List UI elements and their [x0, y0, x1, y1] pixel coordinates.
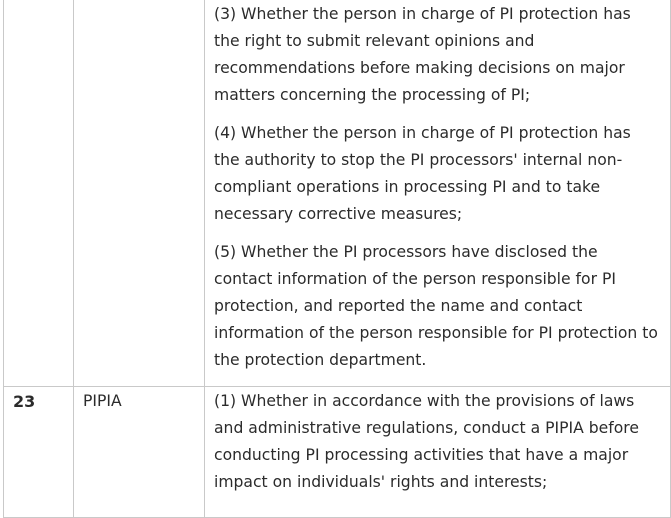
requirement-paragraph: (4) Whether the person in charge of PI protection has the authority to stop the PI processors' internal non-compliant operations in processing PI and to take necessary corrective measures;	[214, 124, 631, 223]
requirement-paragraph: (1) Whether in accordance with the provisions of laws and administrative regulations, conduct a PIPIA before conducting PI processing activities that have a major impact on individuals' rights and interests;	[214, 392, 639, 491]
item-topic-cell	[74, 0, 205, 387]
item-requirements-cell	[205, 0, 671, 387]
item-topic-cell	[74, 387, 205, 518]
requirements-table	[3, 0, 671, 518]
table-row	[4, 387, 671, 518]
item-number-cell	[4, 387, 74, 518]
item-requirements-cell	[205, 387, 671, 518]
requirements-text	[205, 0, 670, 374]
table-row	[4, 0, 671, 387]
item-number: 23	[13, 392, 36, 411]
item-topic: PIPIA	[83, 392, 122, 410]
requirements-text	[205, 387, 670, 496]
requirement-paragraph: (5) Whether the PI processors have disclosed the contact information of the person responsible for PI protection, and reported the name and contact information of the person responsible for PI protection to the protection department.	[214, 243, 658, 369]
item-number-cell	[4, 0, 74, 387]
requirement-paragraph: (3) Whether the person in charge of PI protection has the right to submit relevant opinions and recommendations before making decisions on major matters concerning the processing of PI;	[214, 5, 631, 104]
